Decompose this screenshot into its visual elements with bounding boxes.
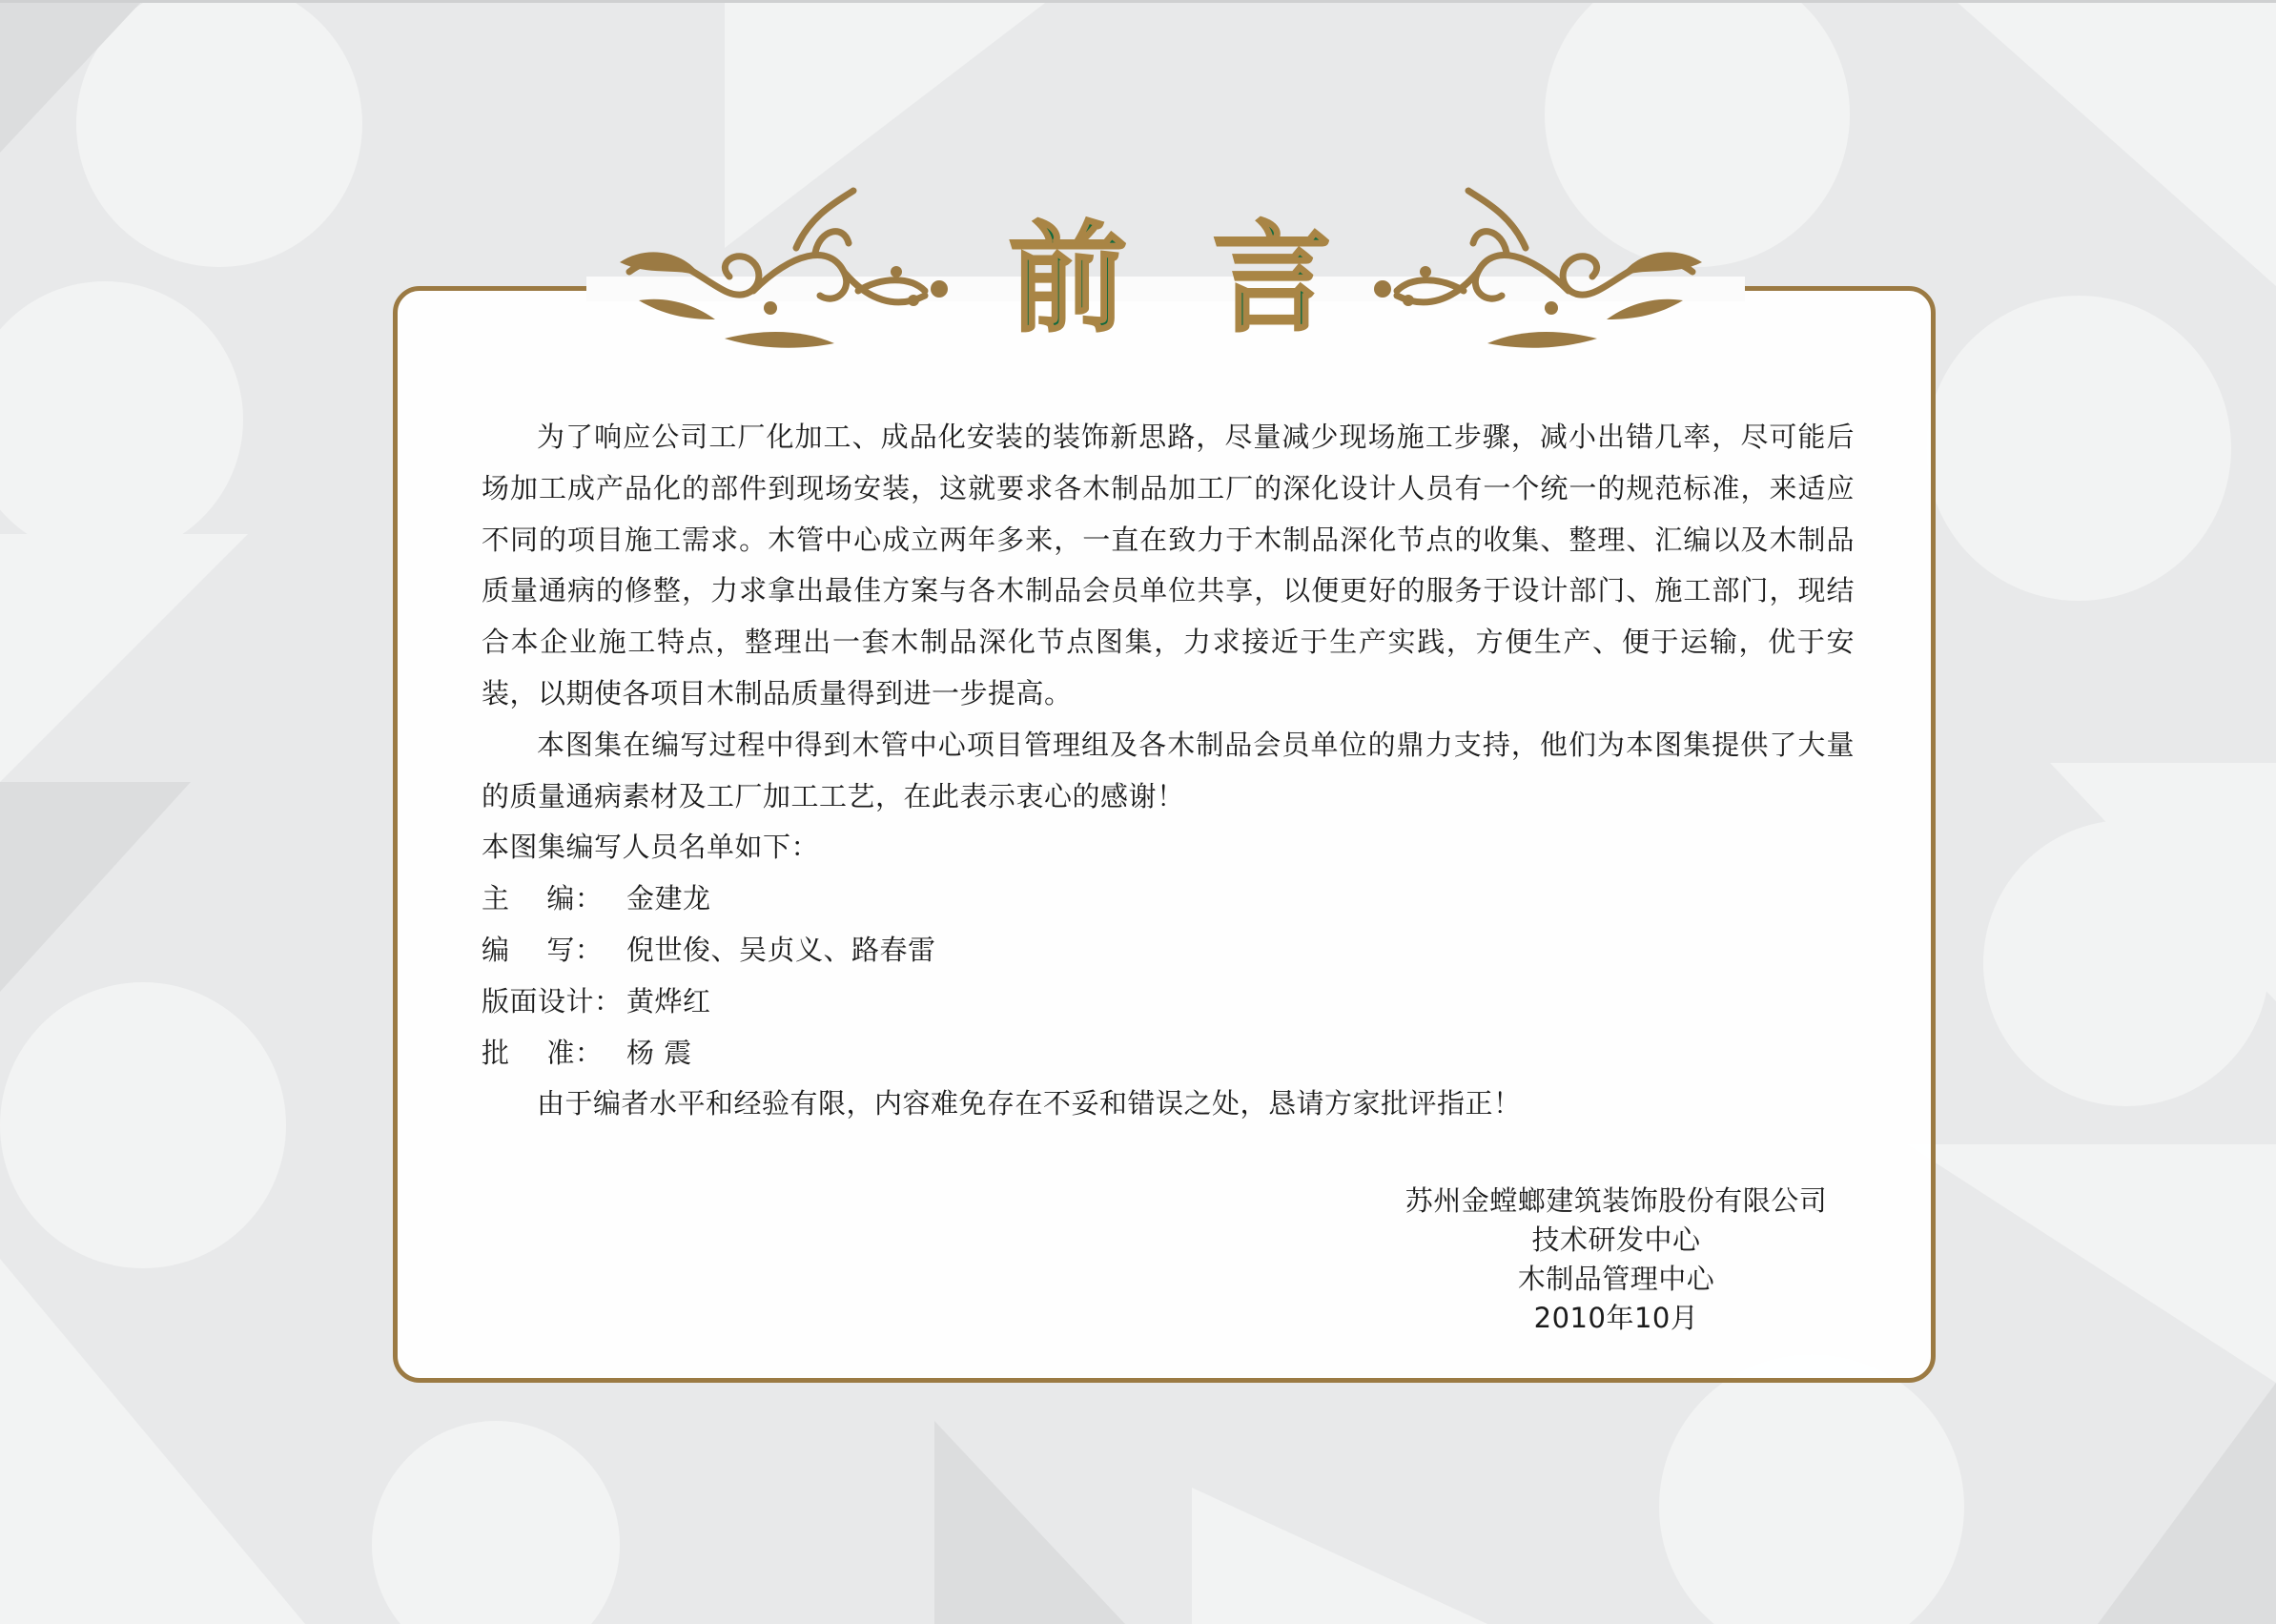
signature-company: 苏州金螳螂建筑装饰股份有限公司 — [1405, 1184, 1828, 1217]
signature-dept-1: 技术研发中心 — [1531, 1223, 1701, 1256]
credit-label: 批 准： — [482, 1036, 604, 1069]
credits-intro: 本图集编写人员名单如下： — [482, 831, 820, 864]
closing-paragraph: 由于编者水平和经验有限，内容难免存在不妥和错误之处，恳请方家批评指正！ — [537, 1087, 1522, 1120]
title-char-2: 言 — [1213, 211, 1332, 348]
paragraph-1: 为了响应公司工厂化加工、成品化安装的装饰新思路，尽量减少现场施工步骤，减小出错几率，尽可能后场加工成产品化的部件到现场安装，这就要求各木制品加工厂的深化设计人员有一个统一的规范标准，来适应不同的项目施工需求。木管中心成立两年多来，一直在致力于木制品深化节点的收集、整理、汇编以及木制品质量通病的修整，力求拿出最佳方案与各木制品会员单位共享，以便更好的服务于设计部门、施工部门，现结合本企业施工特点，整理出一套木制品深化节点图集，力求接近于生产实践，方便生产、便于运输，优于安装，以期使各项目木制品质量得到进一步提高。 — [482, 421, 1855, 709]
credit-value: 杨 震 — [626, 1036, 692, 1069]
ornament-left-icon — [610, 186, 973, 358]
ornament-right-icon — [1349, 186, 1712, 358]
credit-label: 编 写： — [482, 933, 604, 966]
signature-block — [1292, 1182, 1940, 1338]
credit-value: 黄烨红 — [626, 984, 711, 1018]
title-char-1: 前 — [1009, 211, 1128, 348]
credit-label: 版面设计： — [482, 984, 623, 1018]
credit-label: 主 编： — [482, 882, 604, 915]
credit-row-approver — [482, 1028, 1855, 1079]
preface-body — [482, 412, 1855, 1130]
credit-value: 倪世俊、吴贞义、路春雷 — [626, 933, 936, 966]
credit-row-writers — [482, 925, 1855, 976]
signature-dept-2: 木制品管理中心 — [1517, 1263, 1715, 1295]
credit-row-layout-design — [482, 976, 1855, 1028]
signature-date: 2010年10月 — [1533, 1302, 1699, 1334]
top-rule — [0, 0, 2276, 3]
paragraph-2: 本图集在编写过程中得到木管中心项目管理组及各木制品会员单位的鼎力支持，他们为本图集提供了大量的质量通病素材及工厂加工工艺，在此表示衷心的感谢！ — [482, 728, 1855, 812]
credit-row-chief-editor — [482, 874, 1855, 925]
credit-value: 金建龙 — [626, 882, 711, 915]
